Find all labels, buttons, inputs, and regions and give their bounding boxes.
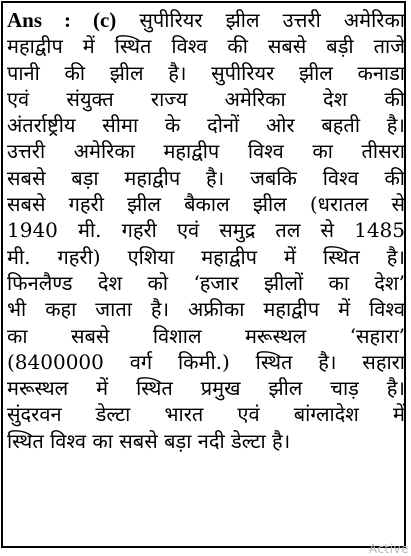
answer-line-11: फिनलैण्ड देश को ‘हजार झीलों का देश’ [7,270,405,295]
answer-line-8: सबसे गहरी झील बैकाल झील (धरातल से [7,192,405,217]
answer-line-9: 1940 मी. गहरी एवं समुद्र तल से 1485 [7,218,405,243]
answer-line-16: सुंदरवन डेल्टा भारत एवं बांग्लादेश में [7,402,405,427]
answer-line-4: एवं संयुक्त राज्य अमेरिका देश की [7,86,405,111]
answer-line-13: का सबसे विशाल मरूस्थल ‘सहारा’ [7,323,405,348]
answer-line-15: मरूस्थल में स्थित प्रमुख झील चाड़ है। [7,376,405,401]
answer-line-6: उत्तरी अमेरिका महाद्वीप विश्व का तीसरा [7,139,405,164]
answer-line-14: (8400000 वर्ग किमी.) स्थित है। सहारा [7,349,405,374]
answer-line-17: स्थित विश्व का सबसे बड़ा नदी डेल्टा है। [7,428,291,453]
answer-line-12: भी कहा जाता है। अफ्रीका महाद्वीप में विश्व [7,297,405,322]
answer-box [1,1,406,548]
answer-line-1 [7,7,405,33]
answer-line-7: सबसे बड़ा महाद्वीप है। जबकि विश्व की [7,165,405,190]
answer-line-1-text: सुपीरियर झील उत्तरी अमेरिका [139,8,405,32]
activate-watermark: Active [368,542,409,556]
answer-label: Ans : (c) [7,8,117,32]
answer-line-10: मी. गहरी) एशिया महाद्वीप में स्थित है। [7,244,405,269]
answer-line-5: अंतर्राष्ट्रीय सीमा के दोनों ओर बहती है। [7,113,405,138]
answer-text [7,7,405,454]
answer-line-3: पानी की झील है। सुपीरियर झील कनाडा [7,60,405,85]
answer-line-2: महाद्वीप में स्थित विश्व की सबसे बड़ी ताजे [7,34,405,59]
